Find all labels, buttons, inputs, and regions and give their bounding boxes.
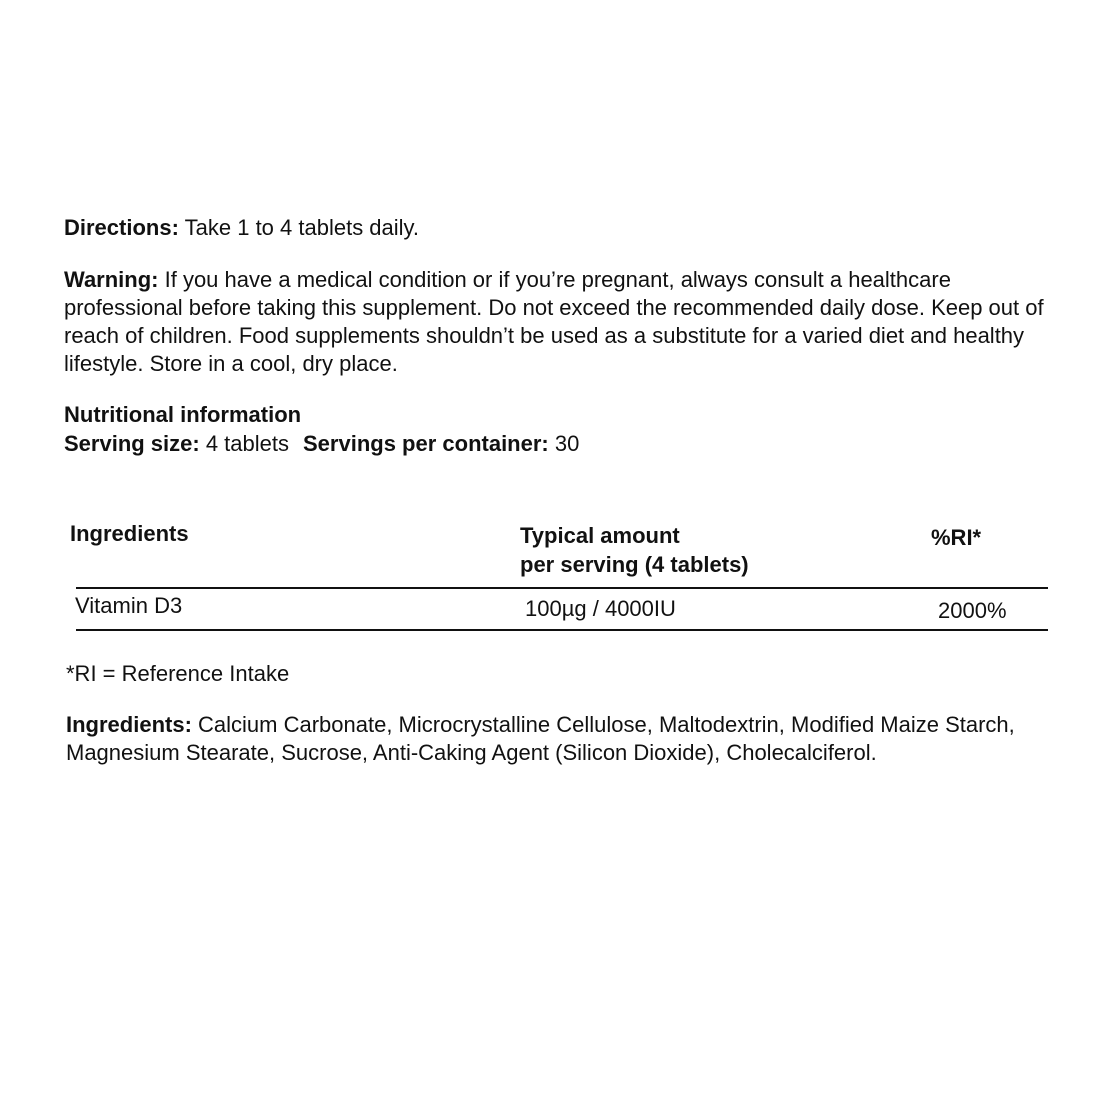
table-bottom-divider [76,629,1048,631]
servings-per-container-value: 30 [548,431,580,456]
ingredients-paragraph [66,711,1056,767]
warning-paragraph [64,266,1054,378]
table-cell-ri: 2000% [938,598,1007,623]
directions-paragraph [64,214,1054,242]
table-cell-amount: 100µg / 4000IU [525,596,676,621]
serving-size-value: 4 tablets [199,431,289,456]
table-header-amount-line1: Typical amount [520,523,680,548]
servings-per-container-label: Servings per container: [303,431,549,456]
warning-label: Warning: [64,267,159,292]
table-cell-ingredient: Vitamin D3 [75,593,183,618]
directions-text: Take 1 to 4 tablets daily. [178,215,420,240]
warning-text: If you have a medical condition or if you’re pregnant, always consult a healthcare professional before taking this supplement. Do not exceed the recommended daily dose. Keep out of reach of children. Food supplements shouldn’t be used as a substitute for a varied diet and healthy lifestyle. Store in a cool, dry place. [64,267,1044,376]
table-header-divider [76,587,1048,589]
serving-size-label: Serving size: [64,431,200,456]
nutritional-information-title: Nutritional information [64,402,302,427]
directions-label: Directions: [64,215,179,240]
table-header-ingredients: Ingredients [70,521,189,546]
table-header-amount [520,521,749,579]
ingredients-label: Ingredients: [66,712,192,737]
ingredients-text: Calcium Carbonate, Microcrystalline Cellulose, Maltodextrin, Modified Maize Starch, Magnesium Stearate, Sucrose, Anti-Caking Agent (Silicon Dioxide), Cholecalciferol. [66,712,1015,765]
table-header-ri: %RI* [931,525,982,550]
serving-info-line [64,430,1054,458]
ri-footnote: *RI = Reference Intake [66,661,290,686]
table-header-amount-line2: per serving (4 tablets) [520,552,749,577]
